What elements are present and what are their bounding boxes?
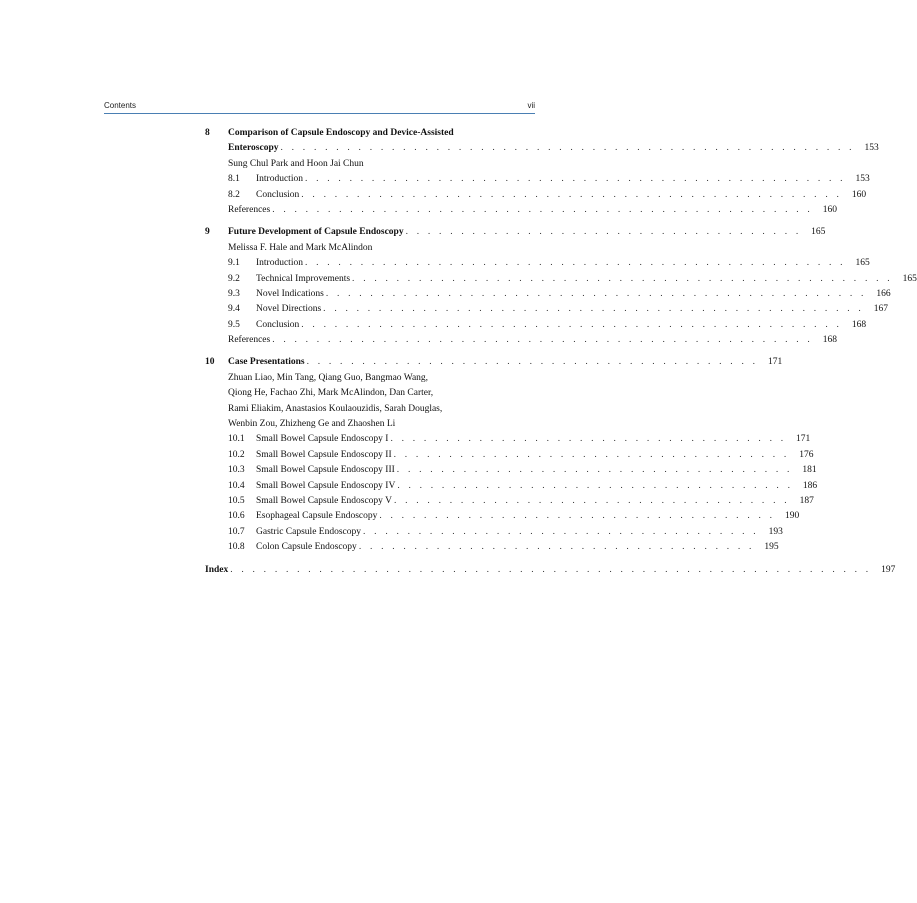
section-entry[interactable]: 9.5 Conclusion . . . . . . . . . . . . . . . . . . . . . . . . . . . . . . . . . . . . . . . . . . . . . . . . . 168	[228, 318, 535, 333]
section-number: 9.5	[228, 319, 240, 330]
references-label: References	[228, 204, 271, 215]
chapter-number: 8	[205, 128, 210, 138]
section-title: Novel Indications	[256, 288, 324, 299]
references-entry[interactable]: References . . . . . . . . . . . . . . . . . . . . . . . . . . . . . . . . . . . . . . . . . . . . . . . . . 168	[228, 333, 535, 348]
chapter-page: 153	[864, 143, 879, 154]
header-rule	[104, 113, 535, 114]
section-title: Small Bowel Capsule Endoscopy IV	[256, 480, 396, 491]
section-page: 187	[799, 495, 814, 506]
section-entry[interactable]: 10.8 Colon Capsule Endoscopy . . . . . . . . . . . . . . . . . . . . . . . . . . . . . . . . . . . . 195	[228, 540, 535, 555]
section-number: 10.5	[228, 495, 245, 506]
section-page: 168	[851, 319, 867, 330]
references-page: 160	[822, 204, 837, 215]
section-number: 10.8	[228, 542, 245, 553]
section-page: 165	[902, 273, 917, 284]
chapter-page: 165	[811, 227, 826, 238]
section-page: 153	[855, 174, 870, 185]
index-label: Index	[205, 564, 229, 575]
chapter-title-line2: Enteroscopy	[228, 143, 279, 154]
chapter-title-entry[interactable]: Future Development of Capsule Endoscopy . . . . . . . . . . . . . . . . . . . . . . . . . . . . . . . . . . . . 165	[228, 225, 535, 240]
section-page: 160	[851, 189, 867, 200]
section-title: Small Bowel Capsule Endoscopy I	[256, 434, 389, 445]
section-page: 186	[802, 480, 818, 491]
section-title: Technical Improvements	[256, 273, 351, 284]
chapter-title-entry[interactable]: Enteroscopy . . . . . . . . . . . . . . . . . . . . . . . . . . . . . . . . . . . . . . . . . . . . . . . . . . . . 153	[228, 141, 535, 156]
running-head	[104, 101, 535, 113]
chapter-authors: Melissa F. Hale and Mark McAlindon	[228, 242, 373, 253]
section-page: 165	[855, 258, 870, 269]
references-label: References	[228, 335, 271, 346]
page-number: vii	[527, 101, 535, 110]
section-entry[interactable]: 8.1 Introduction . . . . . . . . . . . . . . . . . . . . . . . . . . . . . . . . . . . . . . . . . . . . . . . . . 153	[228, 172, 535, 187]
section-title: Gastric Capsule Endoscopy	[256, 526, 362, 537]
chapter-10	[205, 355, 818, 555]
section-title: Small Bowel Capsule Endoscopy II	[256, 449, 392, 460]
chapter-page: 171	[767, 357, 783, 368]
table-of-contents	[205, 126, 917, 585]
index-section	[205, 563, 896, 578]
section-title: Novel Directions	[256, 304, 322, 315]
section-number: 9.2	[228, 273, 240, 284]
section-number: 10.1	[228, 434, 245, 445]
section-entry[interactable]: 10.2 Small Bowel Capsule Endoscopy II . . . . . . . . . . . . . . . . . . . . . . . . . . . . . . . . . . . . 176	[228, 448, 535, 463]
section-title: Colon Capsule Endoscopy	[256, 542, 357, 553]
section-number: 9.1	[228, 258, 240, 269]
section-page: 190	[784, 511, 800, 522]
section-entry[interactable]: 10.4 Small Bowel Capsule Endoscopy IV . . . . . . . . . . . . . . . . . . . . . . . . . . . . . . . . . . . . 186	[228, 479, 535, 494]
section-page: 167	[873, 304, 888, 315]
chapter-title: Case Presentations	[228, 357, 305, 368]
chapter-authors: Zhuan Liao, Min Tang, Qiang Guo, Bangmao Wang,	[228, 372, 429, 383]
section-page: 195	[764, 542, 779, 553]
section-page: 171	[796, 434, 811, 445]
section-title: Small Bowel Capsule Endoscopy V	[256, 495, 392, 506]
section-entry[interactable]: 10.7 Gastric Capsule Endoscopy . . . . . . . . . . . . . . . . . . . . . . . . . . . . . . . . . . . . 193	[228, 525, 535, 540]
section-title: Conclusion	[256, 319, 300, 330]
section-page: 166	[876, 288, 891, 299]
chapter-authors: Rami Eliakim, Anastasios Koulaouzidis, Sarah Douglas,	[228, 403, 443, 414]
section-entry[interactable]: 9.2 Technical Improvements . . . . . . . . . . . . . . . . . . . . . . . . . . . . . . . . . . . . . . . . . . . . . . . . . 165	[228, 272, 535, 287]
section-number: 10.2	[228, 449, 245, 460]
chapter-authors: Qiong He, Fachao Zhi, Mark McAlindon, Dan Carter,	[228, 388, 434, 399]
chapter-authors: Sung Chul Park and Hoon Jai Chun	[228, 158, 364, 169]
section-number: 10.6	[228, 511, 245, 522]
section-title: Introduction	[256, 174, 303, 185]
chapter-title-entry[interactable]: Case Presentations . . . . . . . . . . . . . . . . . . . . . . . . . . . . . . . . . . . . . . . . . 171	[228, 355, 535, 370]
chapter-8	[205, 126, 879, 218]
section-entry[interactable]: 10.1 Small Bowel Capsule Endoscopy I . . . . . . . . . . . . . . . . . . . . . . . . . . . . . . . . . . . . 171	[228, 432, 535, 447]
section-entry[interactable]: 8.2 Conclusion . . . . . . . . . . . . . . . . . . . . . . . . . . . . . . . . . . . . . . . . . . . . . . . . . 160	[228, 188, 535, 203]
chapter-title: Future Development of Capsule Endoscopy	[228, 227, 404, 238]
section-entry[interactable]: 10.6 Esophageal Capsule Endoscopy . . . . . . . . . . . . . . . . . . . . . . . . . . . . . . . . . . . . 190	[228, 509, 535, 524]
running-head-title: Contents	[104, 101, 137, 110]
section-page: 176	[799, 449, 814, 460]
section-number: 10.3	[228, 465, 245, 476]
index-page: 197	[881, 564, 896, 575]
references-entry[interactable]: References . . . . . . . . . . . . . . . . . . . . . . . . . . . . . . . . . . . . . . . . . . . . . . . . . 160	[228, 203, 535, 218]
section-page: 181	[802, 465, 817, 476]
section-entry[interactable]: 10.5 Small Bowel Capsule Endoscopy V . . . . . . . . . . . . . . . . . . . . . . . . . . . . . . . . . . . . 187	[228, 494, 535, 509]
section-number: 9.4	[228, 304, 240, 315]
section-number: 10.4	[228, 480, 245, 491]
section-title: Introduction	[256, 258, 303, 269]
section-title: Small Bowel Capsule Endoscopy III	[256, 465, 395, 476]
section-page: 193	[768, 526, 783, 537]
section-entry[interactable]: 10.3 Small Bowel Capsule Endoscopy III . . . . . . . . . . . . . . . . . . . . . . . . . . . . . . . . . . . . 181	[228, 463, 535, 478]
chapter-authors: Wenbin Zou, Zhizheng Ge and Zhaoshen Li	[228, 419, 396, 430]
section-entry[interactable]: 9.3 Novel Indications . . . . . . . . . . . . . . . . . . . . . . . . . . . . . . . . . . . . . . . . . . . . . . . . . 166	[228, 287, 535, 302]
section-number: 10.7	[228, 526, 245, 537]
section-title: Conclusion	[256, 189, 300, 200]
section-entry[interactable]: 9.4 Novel Directions . . . . . . . . . . . . . . . . . . . . . . . . . . . . . . . . . . . . . . . . . . . . . . . . . 167	[228, 302, 535, 317]
chapter-9	[205, 225, 917, 348]
section-title: Esophageal Capsule Endoscopy	[256, 511, 378, 522]
section-number: 8.2	[228, 189, 240, 200]
section-number: 9.3	[228, 288, 240, 299]
chapter-number: 9	[205, 227, 210, 238]
chapter-title-line1: Comparison of Capsule Endoscopy and Device-Assisted	[228, 128, 454, 138]
chapter-number: 10	[205, 357, 215, 368]
index-entry[interactable]: Index . . . . . . . . . . . . . . . . . . . . . . . . . . . . . . . . . . . . . . . . . . . . . . . . . . . . . . . . . . 197	[205, 563, 535, 578]
section-number: 8.1	[228, 174, 240, 185]
section-entry[interactable]: 9.1 Introduction . . . . . . . . . . . . . . . . . . . . . . . . . . . . . . . . . . . . . . . . . . . . . . . . . 165	[228, 256, 535, 271]
references-page: 168	[822, 335, 837, 346]
